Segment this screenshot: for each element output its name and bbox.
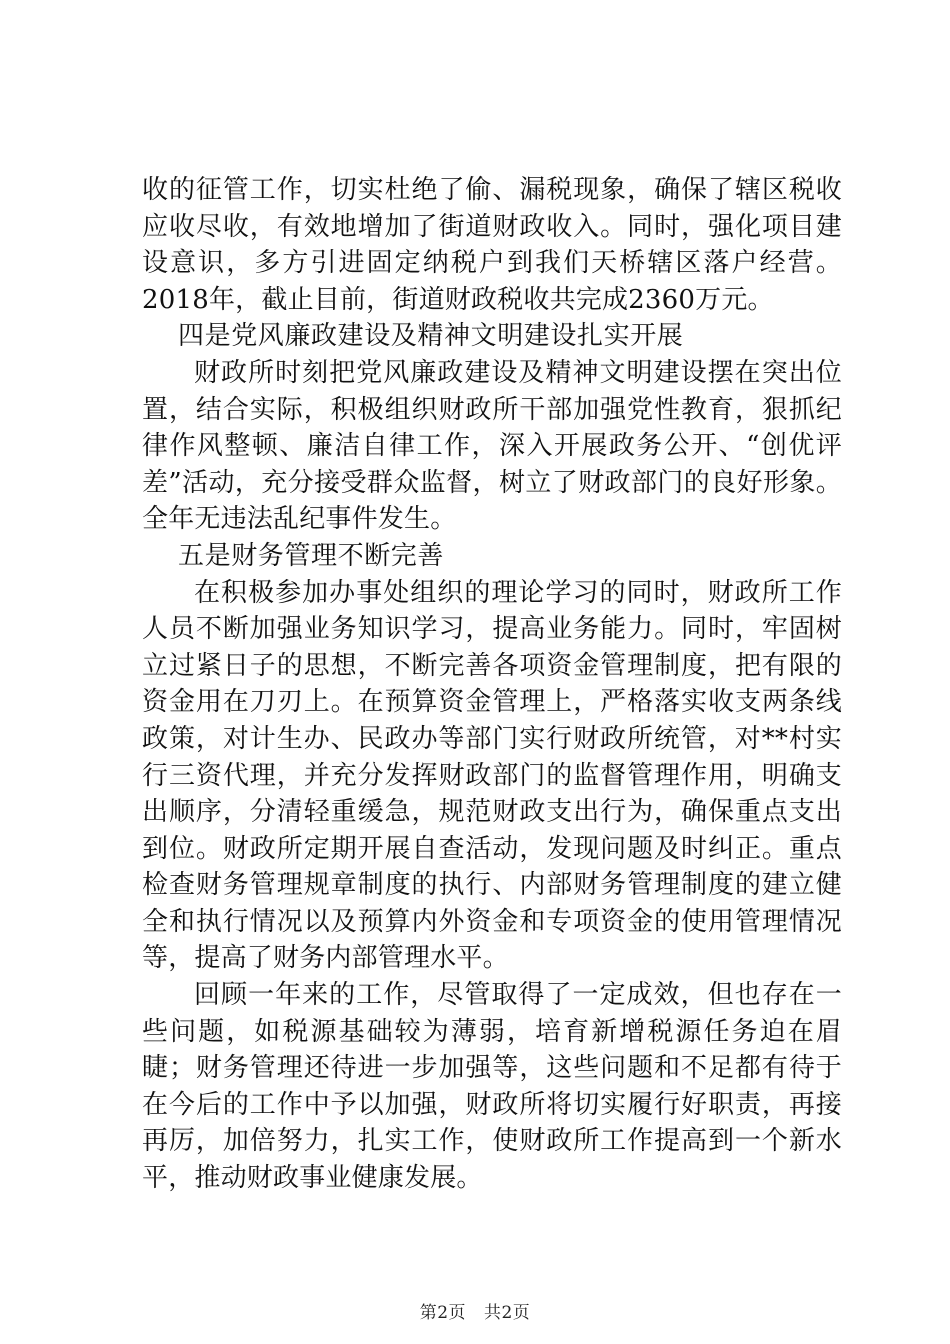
section-heading-financial-management: 五是财务管理不断完善 [178, 540, 445, 571]
paragraph-party-conduct: 财政所时刻把党风廉政建设及精神文明建设摆在突出位置，结合实际，积极组织财政所干部加强党性教育，狠抓纪律作风整顿、廉洁自律工作，深入开展政务公开、“创优评差”活动，充分接受群众监督，树立了财政部门的良好形象。全年无违法乱纪事件发生。 [142, 357, 842, 535]
section-heading-party-conduct: 四是党风廉政建设及精神文明建设扎实开展 [178, 321, 684, 352]
page-number: 第2页 [419, 1303, 467, 1323]
page-total: 共2页 [483, 1303, 531, 1323]
paragraph-tax-collection: 收的征管工作，切实杜绝了偷、漏税现象，确保了辖区税收应收尽收，有效地增加了街道财政收入。同时，强化项目建设意识，多方引进固定纳税户到我们天桥辖区落户经营。2018年，截止目前，街道财政税收共完成2360万元。 [142, 175, 842, 315]
document-body [142, 172, 842, 1197]
paragraph-review-summary: 回顾一年来的工作，尽管取得了一定成效，但也存在一些问题，如税源基础较为薄弱，培育新增税源任务迫在眉睫；财务管理还待进一步加强等，这些问题和不足都有待于在今后的工作中予以加强，财政所将切实履行好职责，再接再厉，加倍努力，扎实工作，使财政所工作提高到一个新水平，推动财政事业健康发展。 [142, 980, 842, 1194]
paragraph-financial-management: 在积极参加办事处组织的理论学习的同时，财政所工作人员不断加强业务知识学习，提高业务能力。同时，牢固树立过紧日子的思想，不断完善各项资金管理制度，把有限的资金用在刀刃上。在预算资金管理上，严格落实收支两条线政策，对计生办、民政办等部门实行财政所统管，对**村实行三资代理，并充分发挥财政部门的监督管理作用，明确支出顺序，分清轻重缓急，规范财政支出行为，确保重点支出到位。财政所定期开展自查活动，发现问题及时纠正。重点检查财务管理规章制度的执行、内部财务管理制度的建立健全和执行情况以及预算内外资金和专项资金的使用管理情况等，提高了财务内部管理水平。 [142, 577, 842, 974]
page-footer [0, 1298, 950, 1323]
